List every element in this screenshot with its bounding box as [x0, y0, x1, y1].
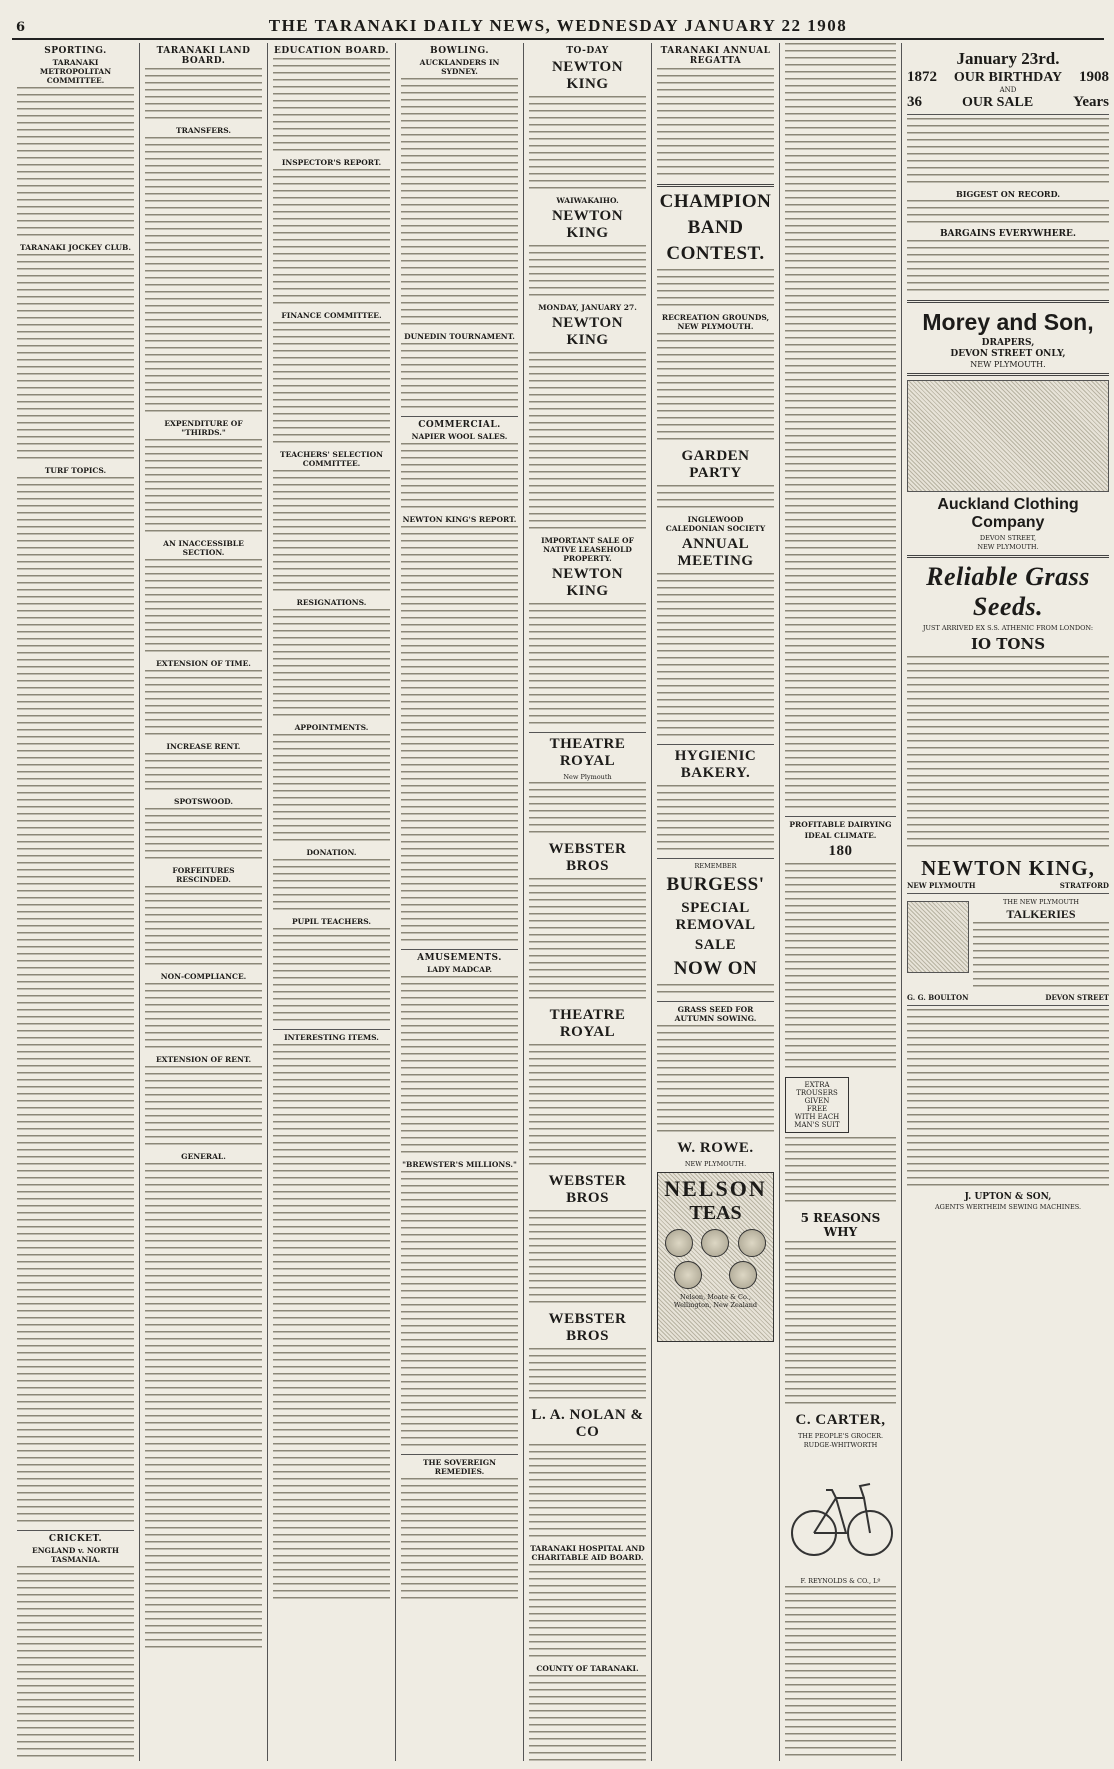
newton-king-locations — [907, 881, 1109, 890]
article-text — [145, 137, 262, 417]
subheading: TARANAKI JOCKEY CLUB. — [20, 243, 131, 252]
ad-text — [657, 333, 774, 445]
ad-text — [529, 352, 646, 534]
divider — [401, 416, 518, 417]
ad-text — [529, 1210, 646, 1308]
article-text — [401, 976, 518, 1158]
upton-heading: J. UPTON & SON, — [964, 1192, 1052, 1202]
divider — [907, 893, 1109, 894]
page-number: 6 — [16, 20, 26, 35]
subheading: "BREWSTER'S MILLIONS." — [402, 1160, 517, 1169]
contest-heading: CONTEST. — [666, 243, 765, 264]
edison-portrait — [907, 901, 969, 973]
ad-text — [529, 878, 646, 1004]
ad-text — [785, 1586, 896, 1761]
subheading: ENGLAND v. NORTH TASMANIA. — [31, 1546, 120, 1564]
talkeries-heading: TALKERIES — [1006, 907, 1076, 921]
article-text — [273, 322, 390, 448]
gift-line: GIVEN — [804, 1097, 830, 1105]
ad-text — [657, 573, 774, 741]
subheading: INCREASE RENT. — [166, 742, 241, 751]
article-text — [401, 343, 518, 413]
rudge-heading: RUDGE-WHITWORTH — [803, 1441, 878, 1449]
ad-text — [785, 1241, 896, 1409]
garden-party-heading: GARDEN PARTY — [681, 448, 750, 481]
subheading: AUCKLANDERS IN SYDNEY. — [419, 58, 500, 76]
ad-text — [657, 1025, 774, 1137]
champion-heading: CHAMPION — [659, 191, 772, 212]
section-heading-sporting: SPORTING. — [44, 46, 107, 56]
subheading: EXTENSION OF TIME. — [156, 659, 251, 668]
ad-text — [907, 200, 1109, 228]
special-removal: SPECIAL REMOVAL — [675, 900, 756, 933]
ad-text — [785, 1137, 896, 1207]
bicycle-icon — [786, 1458, 896, 1568]
divider — [785, 816, 896, 817]
article-text — [145, 808, 262, 864]
column-land-board — [140, 43, 268, 1761]
column-display-ads — [902, 43, 1114, 1761]
nelson-teas-ad — [657, 1172, 774, 1342]
divider — [907, 114, 1109, 115]
subheading: MONDAY, JANUARY 27. — [538, 303, 637, 312]
subheading: FORFEITURES RESCINDED. — [172, 866, 235, 884]
biggest-on-record: BIGGEST ON RECORD. — [955, 189, 1060, 199]
talkeries-ad — [907, 897, 1109, 993]
article-text — [401, 1171, 518, 1451]
theatre-royal-ad: THEATRE ROYAL — [549, 1007, 626, 1040]
classified-text — [785, 43, 896, 813]
newton-king-ad: NEWTON KING — [551, 208, 624, 241]
ad-text — [529, 245, 646, 301]
article-text — [145, 753, 262, 795]
ad-text — [973, 922, 1109, 992]
year-1872: 1872 — [907, 69, 937, 85]
nelson-title: NELSON — [664, 1176, 767, 1201]
column-education-board — [268, 43, 396, 1761]
divider — [273, 1029, 390, 1030]
article-text — [273, 609, 390, 721]
clothing-illustration — [907, 380, 1109, 492]
article-text — [145, 1066, 262, 1150]
subheading: NEWTON KING'S REPORT. — [402, 515, 517, 524]
sale-row — [907, 94, 1109, 111]
gift-line: TROUSERS — [796, 1089, 838, 1097]
ad-text — [529, 1348, 646, 1404]
section-heading-land-board: TARANAKI LAND BOARD. — [156, 46, 251, 66]
teas-title: TEAS — [689, 1202, 742, 1224]
upton-agents: AGENTS WERTHEIM SEWING MACHINES. — [934, 1203, 1082, 1211]
column-classified — [780, 43, 902, 1761]
devon-street-text: DEVON STREET ONLY, — [950, 349, 1066, 359]
newton-king-ad: NEWTON KING — [551, 566, 624, 599]
article-text — [17, 1566, 134, 1761]
morey-and-son-heading: Morey and Son, — [922, 309, 1094, 335]
article-text — [17, 87, 134, 241]
newton-king-heading: NEWTON KING, — [921, 856, 1095, 880]
ads-heading-today: TO-DAY — [566, 46, 609, 56]
ad-text — [657, 269, 774, 311]
subheading: PUPIL TEACHERS. — [291, 917, 372, 926]
talkeries-pre: THE NEW PLYMOUTH — [1002, 898, 1080, 906]
hygienic-bakery-heading: HYGIENIC BAKERY. — [674, 748, 757, 781]
ad-text — [529, 1564, 646, 1662]
bargains-everywhere: BARGAINS EVERYWHERE. — [939, 229, 1077, 239]
ad-text — [907, 240, 1109, 296]
rowe-subtitle: NEW PLYMOUTH. — [684, 1160, 747, 1168]
article-text — [273, 734, 390, 846]
newspaper-title: THE TARANAKI DAILY NEWS, WEDNESDAY JANUARY 22 1908 — [268, 16, 848, 35]
our-birthday: OUR BIRTHDAY — [953, 69, 1063, 85]
subheading: LADY MADCAP. — [427, 965, 492, 974]
article-text — [145, 670, 262, 740]
article-text — [145, 1163, 262, 1653]
new-plymouth-text: NEW PLYMOUTH. — [977, 543, 1039, 551]
medals-row — [661, 1261, 770, 1289]
section-heading-education: EDUCATION BOARD. — [274, 46, 389, 56]
devon-street-text: DEVON STREET — [1045, 993, 1109, 1002]
years-count: 36 — [907, 94, 922, 110]
article-text — [401, 443, 518, 513]
subheading: APPOINTMENTS. — [294, 723, 369, 732]
now-on-heading: NOW ON — [673, 958, 758, 979]
birthday-sale-ad — [907, 49, 1109, 111]
subheading: RECREATION GROUNDS, NEW PLYMOUTH. — [661, 313, 770, 331]
remember-text: REMEMBER — [694, 862, 737, 870]
birthday-row — [907, 69, 1109, 86]
new-plymouth-text: NEW PLYMOUTH. — [970, 360, 1046, 369]
divider — [401, 1454, 518, 1455]
ad-text — [657, 68, 774, 180]
devon-street-text: DEVON STREET, — [979, 534, 1037, 542]
article-text — [273, 169, 390, 309]
acres-number: 180 — [828, 843, 853, 859]
newton-king-ad: NEWTON KING — [551, 59, 624, 92]
ad-text — [529, 1044, 646, 1170]
divider — [657, 1001, 774, 1002]
ad-text — [907, 118, 1109, 188]
gift-line: WITH EACH — [794, 1113, 840, 1121]
ad-text — [657, 984, 774, 998]
nolan-ad: L. A. NOLAN & CO — [531, 1407, 644, 1440]
subheading: RESIGNATIONS. — [296, 598, 367, 607]
boulton-name: G. G. BOULTON — [907, 993, 969, 1002]
ad-text — [907, 656, 1109, 852]
gift-line: MAN'S SUIT — [794, 1121, 840, 1129]
article-text — [145, 439, 262, 537]
subheading: TARANAKI HOSPITAL AND CHARITABLE AID BOARD. — [530, 1544, 645, 1562]
article-text — [401, 526, 518, 946]
subheading: TEACHERS' SELECTION COMMITTEE. — [279, 450, 383, 468]
subheading: COUNTY OF TARANAKI. — [536, 1664, 639, 1673]
subheading: TARANAKI METROPOLITAN COMMITTEE. — [39, 58, 112, 85]
subheading: INGLEWOOD CALEDONIAN SOCIETY — [665, 515, 766, 533]
rowe-heading: W. ROWE. — [677, 1140, 754, 1156]
ad-text — [785, 863, 896, 1073]
just-arrived-text: JUST ARRIVED EX S.S. ATHENIC FROM LONDON: — [922, 624, 1094, 632]
section-heading-commercial: COMMERCIAL. — [418, 420, 501, 430]
theatre-royal-ad: THEATRE ROYAL — [549, 736, 626, 769]
year-1908: 1908 — [1078, 69, 1109, 85]
article-text — [401, 1478, 518, 1604]
ad-text — [529, 1444, 646, 1542]
subheading: AN INACCESSIBLE SECTION. — [163, 539, 244, 557]
gift-line: EXTRA — [804, 1081, 830, 1089]
subheading: INSPECTOR'S REPORT. — [281, 158, 382, 167]
subheading: THE SOVEREIGN REMEDIES. — [422, 1458, 497, 1476]
location-new-plymouth: NEW PLYMOUTH — [907, 881, 976, 890]
extra-trousers-box — [785, 1077, 849, 1133]
divider — [657, 744, 774, 745]
divider — [657, 184, 774, 187]
medal-icon — [701, 1229, 729, 1257]
section-heading-bowling: BOWLING. — [430, 46, 489, 56]
section-heading-amusements: AMUSEMENTS. — [417, 953, 502, 963]
sale-text: SALE — [694, 937, 737, 953]
theatre-subtitle: New Plymouth — [563, 773, 612, 781]
subheading: SPOTSWOOD. — [174, 797, 233, 806]
ad-text — [657, 485, 774, 513]
webster-bros-ad: WEBSTER BROS — [548, 1311, 627, 1344]
subheading: EXPENDITURE OF "THIRDS." — [164, 419, 243, 437]
carter-heading: C. CARTER, — [795, 1412, 886, 1428]
column-sporting — [12, 43, 140, 1761]
gift-row — [785, 1077, 896, 1133]
ad-text — [529, 1675, 646, 1761]
years-text: Years — [1073, 94, 1109, 110]
drapers-text: DRAPERS, — [981, 338, 1035, 348]
subheading: TURF TOPICS. — [44, 466, 107, 475]
subheading: NAPIER WOOL SALES. — [411, 432, 508, 441]
ad-text — [907, 1009, 1109, 1191]
webster-bros-ad: WEBSTER BROS — [548, 841, 627, 874]
subheading: WAIWAKAIHO. — [556, 196, 619, 205]
divider — [907, 373, 1109, 376]
article-text — [145, 559, 262, 657]
auckland-clothing-heading: Auckland Clothing Company — [937, 496, 1079, 531]
article-text — [273, 859, 390, 915]
nelson-footer: Nelson, Moate & Co., Wellington, New Zealand — [673, 1293, 758, 1309]
divider — [907, 1005, 1109, 1006]
article-text — [145, 886, 262, 970]
and-text: AND — [999, 86, 1017, 94]
subheading: IMPORTANT SALE OF NATIVE LEASEHOLD PROPERTY. — [541, 536, 634, 563]
article-text — [145, 983, 262, 1053]
reynolds-heading: F. REYNOLDS & CO., Lº — [800, 1577, 881, 1585]
our-sale: OUR SALE — [961, 94, 1034, 110]
subheading: IDEAL CLIMATE. — [804, 831, 877, 840]
ad-text — [529, 782, 646, 838]
article-text — [17, 254, 134, 464]
column-auction-ads — [524, 43, 652, 1761]
subheading: GENERAL. — [181, 1152, 226, 1161]
masthead — [12, 12, 1104, 40]
divider — [907, 555, 1109, 558]
regatta-heading: TARANAKI ANNUAL REGATTA — [660, 46, 771, 66]
boulton-row — [907, 993, 1109, 1002]
subheading: FINANCE COMMITTEE. — [281, 311, 382, 320]
bicycle-illustration — [785, 1453, 896, 1573]
carter-subtitle: THE PEOPLE'S GROCER. — [797, 1432, 884, 1440]
ad-text — [657, 785, 774, 855]
reliable-grass-seeds-heading: Reliable Grass Seeds. — [926, 562, 1090, 621]
annual-meeting-heading: ANNUAL MEETING — [677, 536, 754, 569]
section-heading-cricket: CRICKET. — [48, 1534, 103, 1544]
burgess-heading: BURGESS' — [666, 874, 765, 895]
article-text — [401, 78, 518, 330]
subheading: DONATION. — [306, 848, 357, 857]
subheading: GRASS SEED FOR AUTUMN SOWING. — [674, 1005, 757, 1023]
medal-icon — [665, 1229, 693, 1257]
article-text — [273, 470, 390, 596]
medal-icon — [738, 1229, 766, 1257]
location-stratford: STRATFORD — [1059, 881, 1109, 890]
divider — [529, 732, 646, 733]
column-bowling-commercial — [396, 43, 524, 1761]
subheading: NON-COMPLIANCE. — [160, 972, 247, 981]
subheading: INTERESTING ITEMS. — [284, 1033, 379, 1042]
article-text — [273, 58, 390, 156]
ad-text — [529, 96, 646, 194]
subheading: TRANSFERS. — [176, 126, 231, 135]
divider — [907, 300, 1109, 303]
divider — [17, 1530, 134, 1531]
article-text — [145, 68, 262, 124]
gift-line: FREE — [806, 1105, 828, 1113]
reasons-heading: 5 REASONS WHY — [800, 1211, 881, 1239]
article-text — [273, 928, 390, 1026]
medals-row — [661, 1229, 770, 1257]
divider — [401, 949, 518, 950]
ad-text — [529, 603, 646, 729]
subheading: EXTENSION OF RENT. — [155, 1055, 252, 1064]
article-text — [17, 477, 134, 1527]
band-heading: BAND — [687, 217, 744, 238]
newton-king-ad: NEWTON KING — [551, 315, 624, 348]
date-heading: January 23rd. — [956, 49, 1060, 68]
medal-icon — [674, 1261, 702, 1289]
article-text — [273, 1044, 390, 1604]
divider — [657, 858, 774, 859]
webster-bros-ad: WEBSTER BROS — [548, 1173, 627, 1206]
columns — [12, 43, 1109, 1761]
medal-icon — [729, 1261, 757, 1289]
subheading: DUNEDIN TOURNAMENT. — [404, 332, 515, 341]
column-regatta-band — [652, 43, 780, 1761]
tons-heading: IO TONS — [970, 635, 1046, 653]
subheading: PROFITABLE DAIRYING — [789, 820, 892, 829]
